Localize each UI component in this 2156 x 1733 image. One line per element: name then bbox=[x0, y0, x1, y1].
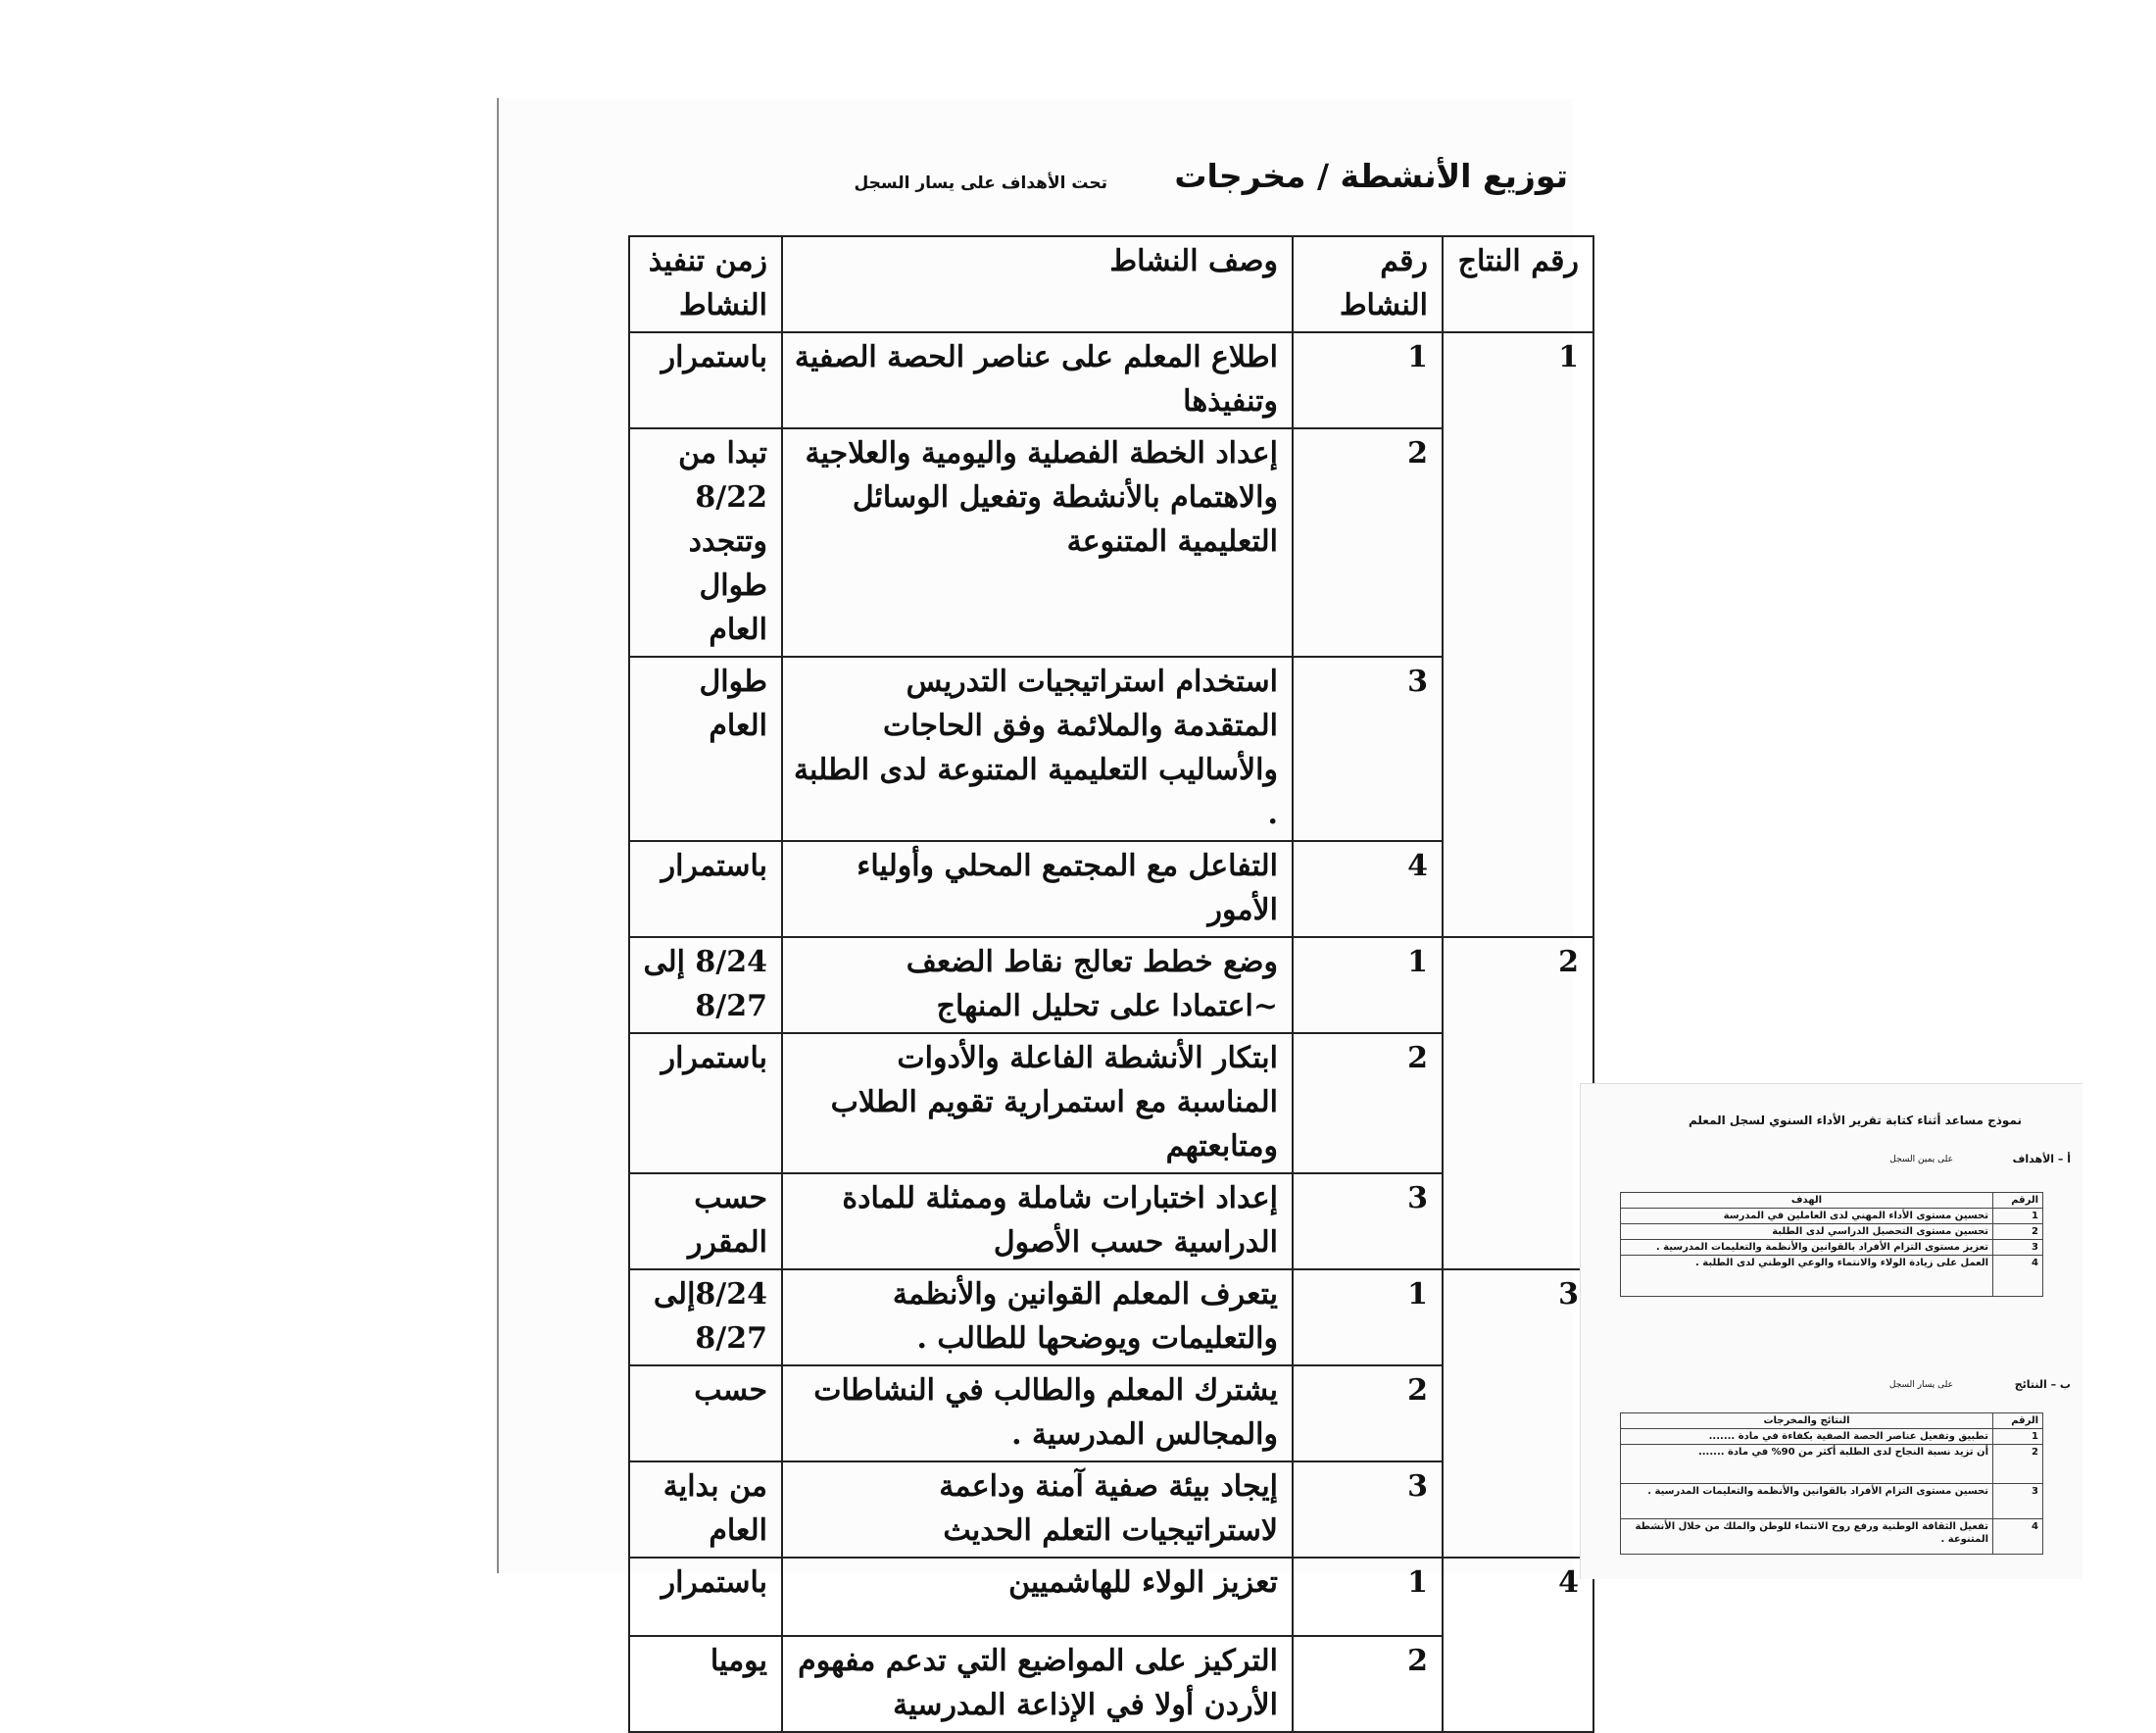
activity-time: تبدا من 8/22 وتتجدد طوال العام bbox=[629, 428, 782, 657]
goal-number: 2 bbox=[1993, 1224, 2043, 1240]
activity-number: 2 bbox=[1293, 428, 1443, 657]
page-edge-line bbox=[497, 98, 499, 1573]
outcomes-table bbox=[1620, 1412, 2043, 1555]
table-row bbox=[629, 1461, 1593, 1558]
inset-title: نموذج مساعد أثناء كتابة تقرير الأداء السنوي لسجل المعلم bbox=[1688, 1114, 2022, 1127]
outcomes-label: ب – النتائج bbox=[2014, 1378, 2071, 1391]
activity-description: استخدام استراتيجيات التدريس المتقدمة والملائمة وفق الحاجات والأساليب التعليمية المتنوعة لدى الطلبة . bbox=[782, 657, 1293, 841]
outcome-number: 3 bbox=[1993, 1484, 2043, 1519]
goal-row bbox=[1621, 1256, 2043, 1297]
outcome-text: تحسين مستوى التزام الأفراد بالقوانين والأنظمة والتعليمات المدرسية . bbox=[1621, 1484, 1993, 1519]
goal-text: تعزيز مستوى التزام الأفراد بالقوانين والأنظمة والتعليمات المدرسية . bbox=[1621, 1240, 1993, 1256]
table-row bbox=[629, 1269, 1593, 1365]
outcome-cell-empty bbox=[1443, 1173, 1593, 1269]
goals-label: أ – الأهداف bbox=[2012, 1153, 2071, 1165]
table-row bbox=[629, 1365, 1593, 1461]
outcome-text: أن تزيد نسبة النجاح لدى الطلبة أكثر من 90% في مادة ....... bbox=[1621, 1445, 1993, 1484]
header-description: وصف النشاط bbox=[782, 236, 1293, 332]
goals-table bbox=[1620, 1192, 2043, 1297]
activity-time: من بداية العام bbox=[629, 1461, 782, 1558]
activity-description: وضع خطط تعالج نقاط الضعف ~اعتمادا على تحليل المنهاج bbox=[782, 937, 1293, 1033]
document-title: توزيع الأنشطة / مخرجات bbox=[1174, 157, 1568, 195]
activity-number: 1 bbox=[1293, 1558, 1443, 1636]
activity-description: تعزيز الولاء للهاشميين bbox=[782, 1558, 1293, 1636]
table-row bbox=[629, 937, 1593, 1033]
outcome-row bbox=[1621, 1429, 2043, 1445]
activity-number: 4 bbox=[1293, 841, 1443, 937]
activity-description: التفاعل مع المجتمع المحلي وأولياء الأمور bbox=[782, 841, 1293, 937]
activity-number: 1 bbox=[1293, 937, 1443, 1033]
goal-text: تحسين مستوى التحصيل الدراسي لدى الطلبة bbox=[1621, 1224, 1993, 1240]
table-row bbox=[629, 1636, 1593, 1732]
outcome-number: 1 bbox=[1993, 1429, 2043, 1445]
outcome-number: 2 bbox=[1993, 1445, 2043, 1484]
outcome-cell-empty bbox=[1443, 428, 1593, 657]
activity-description: إيجاد بيئة صفية آمنة وداعمة لاستراتيجيات التعلم الحديث bbox=[782, 1461, 1293, 1558]
goal-number: 1 bbox=[1993, 1209, 2043, 1224]
activity-description: يتعرف المعلم القوانين والأنظمة والتعليمات ويوضحها للطالب . bbox=[782, 1269, 1293, 1365]
activity-time: يوميا bbox=[629, 1636, 782, 1732]
activity-time: باستمرار bbox=[629, 841, 782, 937]
activity-time: 8/24إلى 8/27 bbox=[629, 1269, 782, 1365]
table-row bbox=[629, 1033, 1593, 1173]
outcome-cell-empty bbox=[1443, 1636, 1593, 1732]
activity-description: يشترك المعلم والطالب في النشاطات والمجالس المدرسية . bbox=[782, 1365, 1293, 1461]
outcome-row bbox=[1621, 1519, 2043, 1555]
activity-number: 2 bbox=[1293, 1636, 1443, 1732]
activities-table bbox=[628, 235, 1594, 1733]
header-outcome-no: رقم النتاج bbox=[1443, 236, 1593, 332]
activity-number: 3 bbox=[1293, 657, 1443, 841]
outcome-cell: 1 bbox=[1443, 332, 1593, 428]
table-header-row bbox=[629, 236, 1593, 332]
activity-description: إعداد اختبارات شاملة وممثلة للمادة الدراسية حسب الأصول bbox=[782, 1173, 1293, 1269]
outcome-cell-empty bbox=[1443, 1033, 1593, 1173]
activity-description: ابتكار الأنشطة الفاعلة والأدوات المناسبة مع استمرارية تقويم الطلاب ومتابعتهم bbox=[782, 1033, 1293, 1173]
activity-number: 3 bbox=[1293, 1461, 1443, 1558]
outcome-cell-empty bbox=[1443, 841, 1593, 937]
table-row bbox=[629, 841, 1593, 937]
activity-description: إعداد الخطة الفصلية واليومية والعلاجية والاهتمام بالأنشطة وتفعيل الوسائل التعليمية المتنوعة bbox=[782, 428, 1293, 657]
outcome-row bbox=[1621, 1484, 2043, 1519]
outcome-row bbox=[1621, 1445, 2043, 1484]
table-row bbox=[629, 1173, 1593, 1269]
goal-row bbox=[1621, 1209, 2043, 1224]
outcomes-header-outcome: النتائج والمخرجات bbox=[1621, 1413, 1993, 1429]
goals-side-note: على يمين السجل bbox=[1889, 1155, 1953, 1164]
outcome-number: 4 bbox=[1993, 1519, 2043, 1555]
goals-header-row bbox=[1621, 1193, 2043, 1209]
goal-row bbox=[1621, 1240, 2043, 1256]
outcome-cell: 3 bbox=[1443, 1269, 1593, 1365]
header-activity-no: رقم النشاط bbox=[1293, 236, 1443, 332]
goals-header-goal: الهدف bbox=[1621, 1193, 1993, 1209]
goal-row bbox=[1621, 1224, 2043, 1240]
document-subtitle: تحت الأهداف على يسار السجل bbox=[854, 173, 1107, 193]
goal-number: 4 bbox=[1993, 1256, 2043, 1297]
activity-number: 3 bbox=[1293, 1173, 1443, 1269]
outcome-cell-empty bbox=[1443, 1365, 1593, 1461]
activity-time: طوال العام bbox=[629, 657, 782, 841]
activity-time: حسب bbox=[629, 1365, 782, 1461]
table-row bbox=[629, 1558, 1593, 1636]
goal-number: 3 bbox=[1993, 1240, 2043, 1256]
outcome-cell-empty bbox=[1443, 657, 1593, 841]
outcome-cell-empty bbox=[1443, 1461, 1593, 1558]
outcome-cell: 4 bbox=[1443, 1558, 1593, 1636]
activity-number: 1 bbox=[1293, 332, 1443, 428]
header-time: زمن تنفيذ النشاط bbox=[629, 236, 782, 332]
activity-time: باستمرار bbox=[629, 1033, 782, 1173]
activity-time: باستمرار bbox=[629, 1558, 782, 1636]
goal-text: العمل على زيادة الولاء والانتماء والوعي الوطني لدى الطلبة . bbox=[1621, 1256, 1993, 1297]
outcomes-header-row bbox=[1621, 1413, 2043, 1429]
outcomes-side-note: على يسار السجل bbox=[1888, 1380, 1953, 1390]
goal-text: تحسين مستوى الأداء المهني لدى العاملين في المدرسة bbox=[1621, 1209, 1993, 1224]
activity-number: 1 bbox=[1293, 1269, 1443, 1365]
goals-header-no: الرقم bbox=[1993, 1193, 2043, 1209]
outcomes-header-no: الرقم bbox=[1993, 1413, 2043, 1429]
activity-number: 2 bbox=[1293, 1033, 1443, 1173]
activity-description: اطلاع المعلم على عناصر الحصة الصفية وتنفيذها bbox=[782, 332, 1293, 428]
activity-number: 2 bbox=[1293, 1365, 1443, 1461]
table-row bbox=[629, 657, 1593, 841]
outcome-text: تطبيق وتفعيل عناصر الحصة الصفية بكفاءة في مادة ....... bbox=[1621, 1429, 1993, 1445]
table-row bbox=[629, 428, 1593, 657]
activity-time: باستمرار bbox=[629, 332, 782, 428]
activity-time: 8/24 إلى 8/27 bbox=[629, 937, 782, 1033]
activity-description: التركيز على المواضيع التي تدعم مفهوم الأردن أولا في الإذاعة المدرسية bbox=[782, 1636, 1293, 1732]
outcome-cell: 2 bbox=[1443, 937, 1593, 1033]
outcome-text: تفعيل الثقافة الوطنية ورفع روح الانتماء للوطن والملك من خلال الأنشطة المتنوعة . bbox=[1621, 1519, 1993, 1555]
reference-inset bbox=[1580, 1083, 2082, 1579]
table-row bbox=[629, 332, 1593, 428]
activity-time: حسب المقرر bbox=[629, 1173, 782, 1269]
